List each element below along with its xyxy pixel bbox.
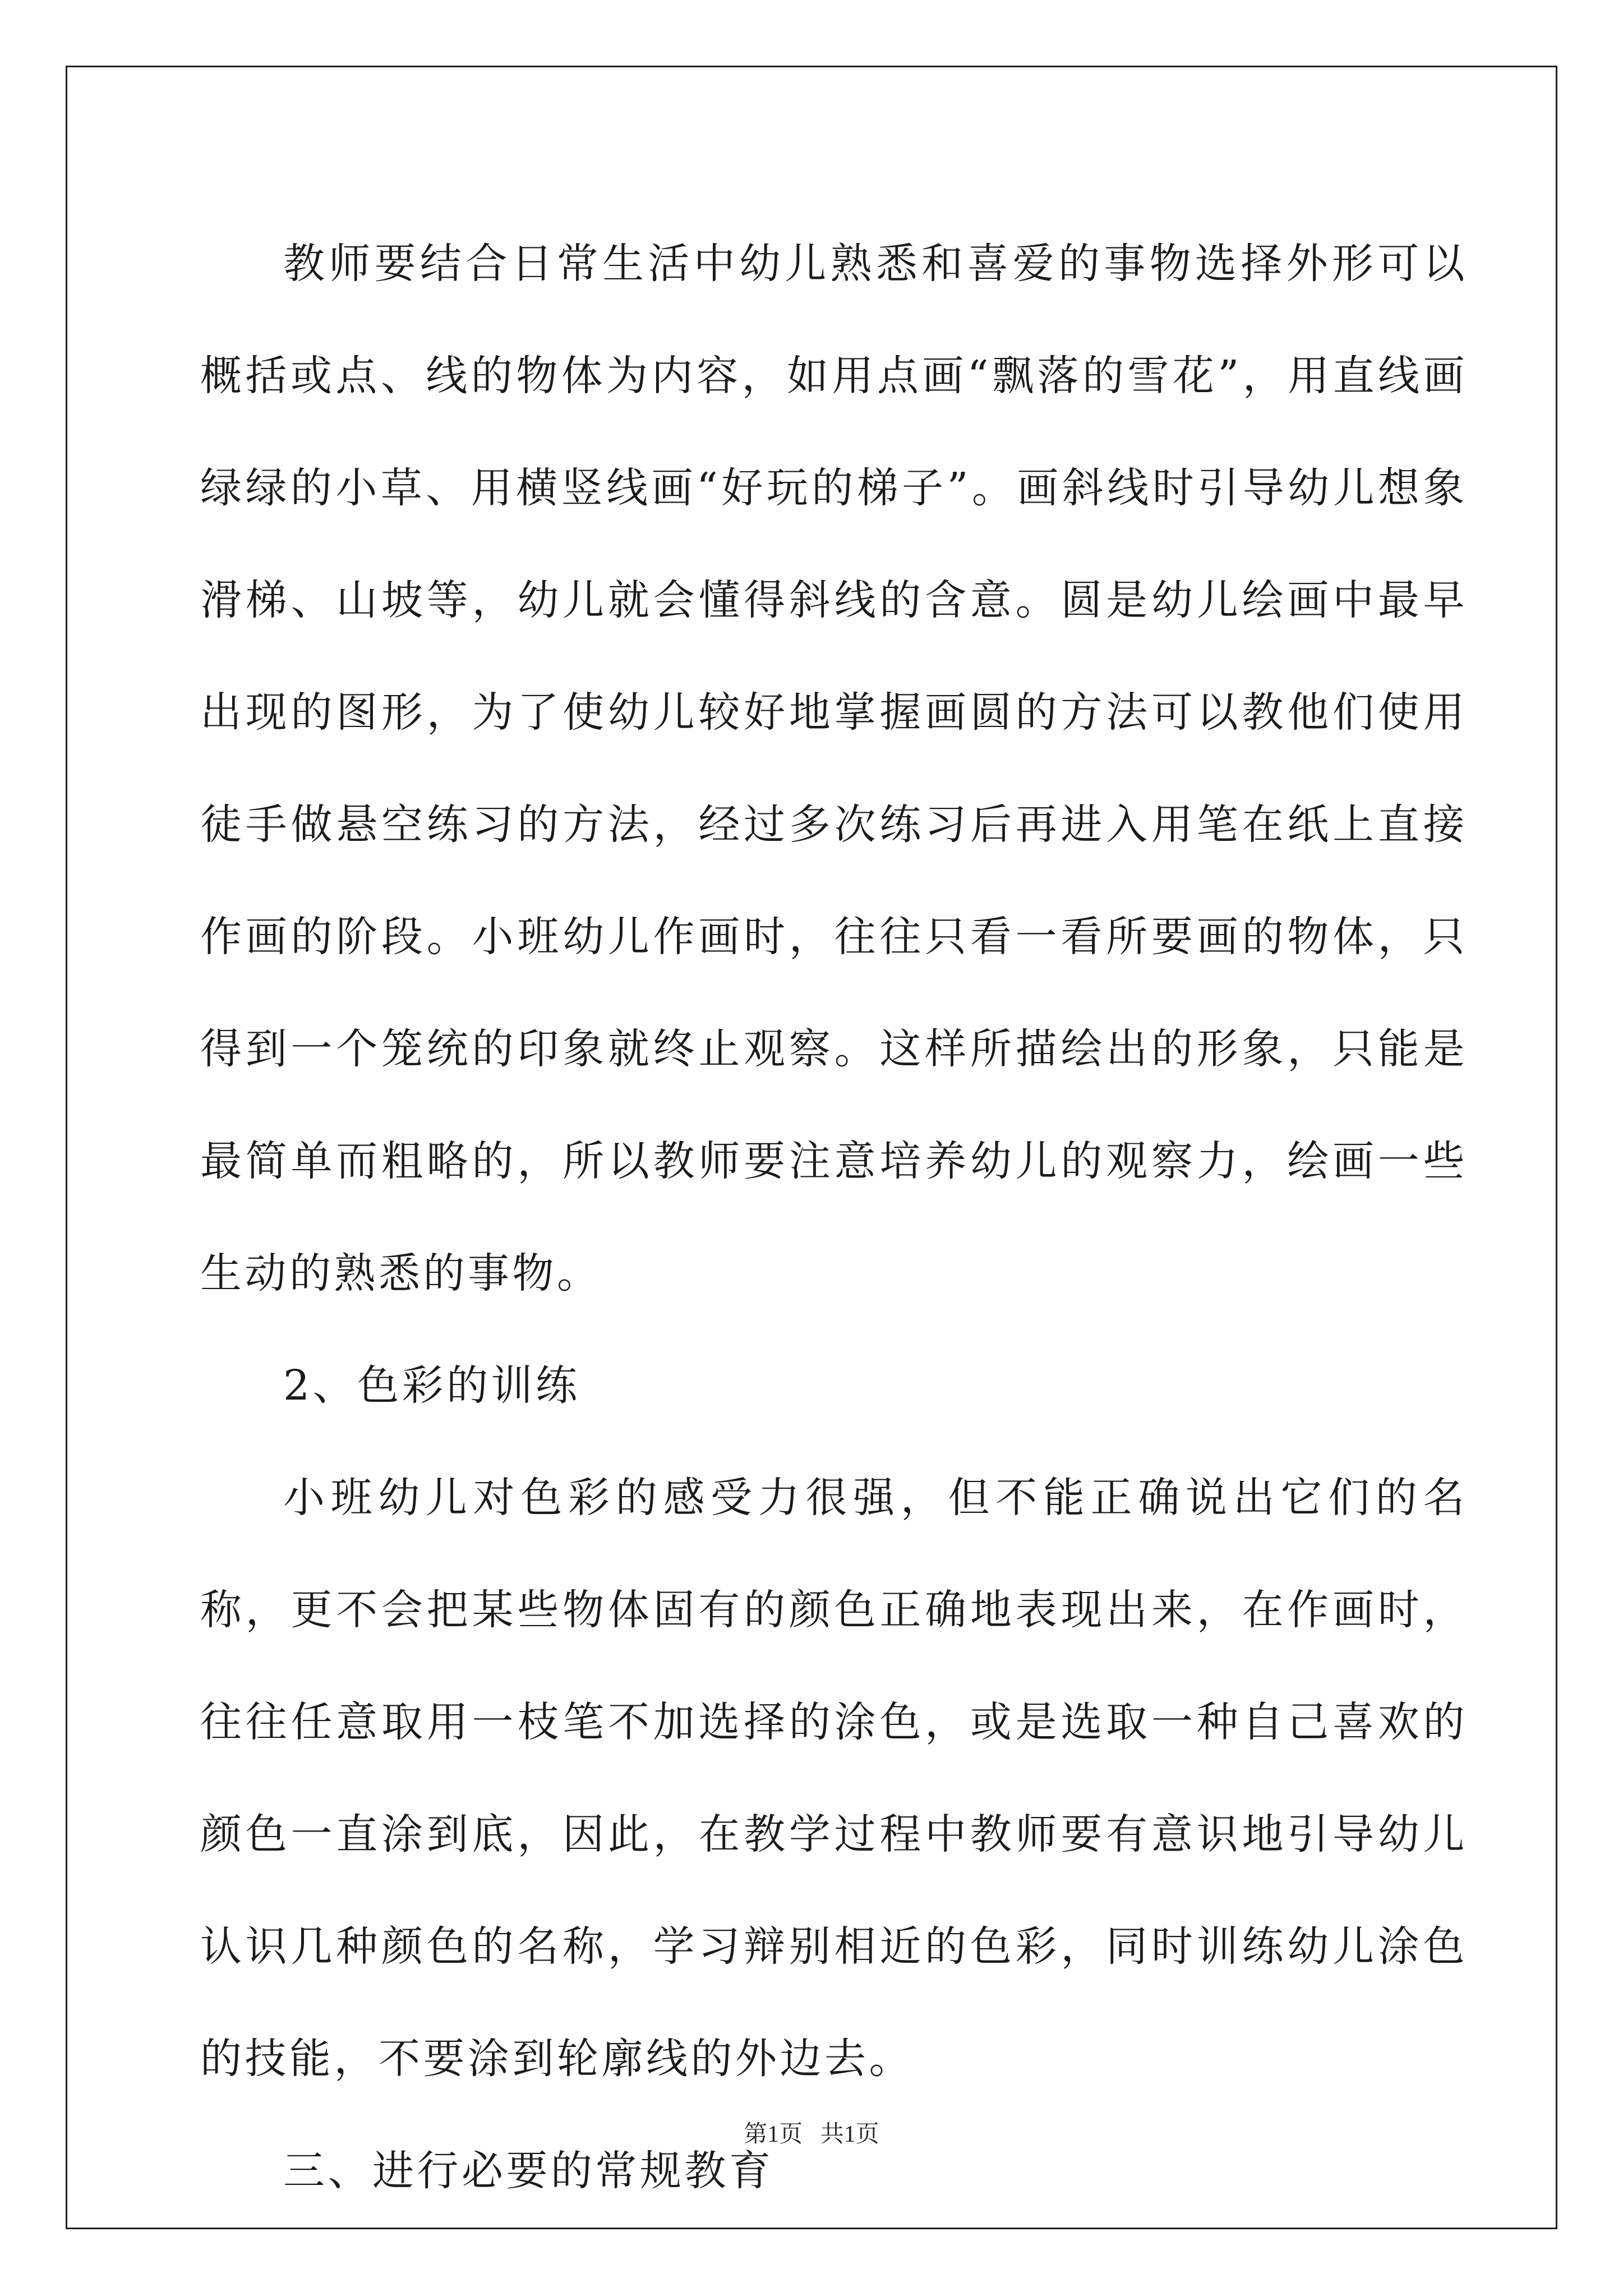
section-heading-color-training: 2、色彩的训练 bbox=[283, 1361, 580, 1410]
page-number: 第1页 bbox=[744, 2122, 803, 2147]
page-footer bbox=[0, 2118, 1623, 2151]
section-heading-routine-education: 三、进行必要的常规教育 bbox=[283, 2147, 774, 2195]
paragraph-color-training: 小班幼儿对色彩的感受力很强，但不能正确说出它们的名称，更不会把某些物体固有的颜色正确地表现出来，在作画时，往往任意取用一枝笔不加选择的涂色，或是选取一种自己喜欢的颜色一直涂到底，因此，在教学过程中教师要有意识地引导幼儿认识几种颜色的名称，学习辩别相近的色彩，同时训练幼儿涂色的技能，不要涂到轮廓线的外边去。 bbox=[200, 1474, 1468, 2083]
document-body bbox=[200, 208, 1468, 2227]
page-total: 共1页 bbox=[820, 2122, 879, 2147]
paragraph-drawing-lines: 教师要结合日常生活中幼儿熟悉和喜爱的事物选择外形可以概括或点、线的物体为内容，如用点画“飘落的雪花”，用直线画绿绿的小草、用横竖线画“好玩的梯子”。画斜线时引导幼儿想象滑梯、山坡等，幼儿就会懂得斜线的含意。圆是幼儿绘画中最早出现的图形，为了使幼儿较好地掌握画圆的方法可以教他们使用徒手做悬空练习的方法，经过多次练习后再进入用笔在纸上直接作画的阶段。小班幼儿作画时，往往只看一看所要画的物体，只得到一个笼统的印象就终止观察。这样所描绘出的形象，只能是最简单而粗略的，所以教师要注意培养幼儿的观察力，绘画一些生动的熟悉的事物。 bbox=[200, 240, 1468, 1297]
